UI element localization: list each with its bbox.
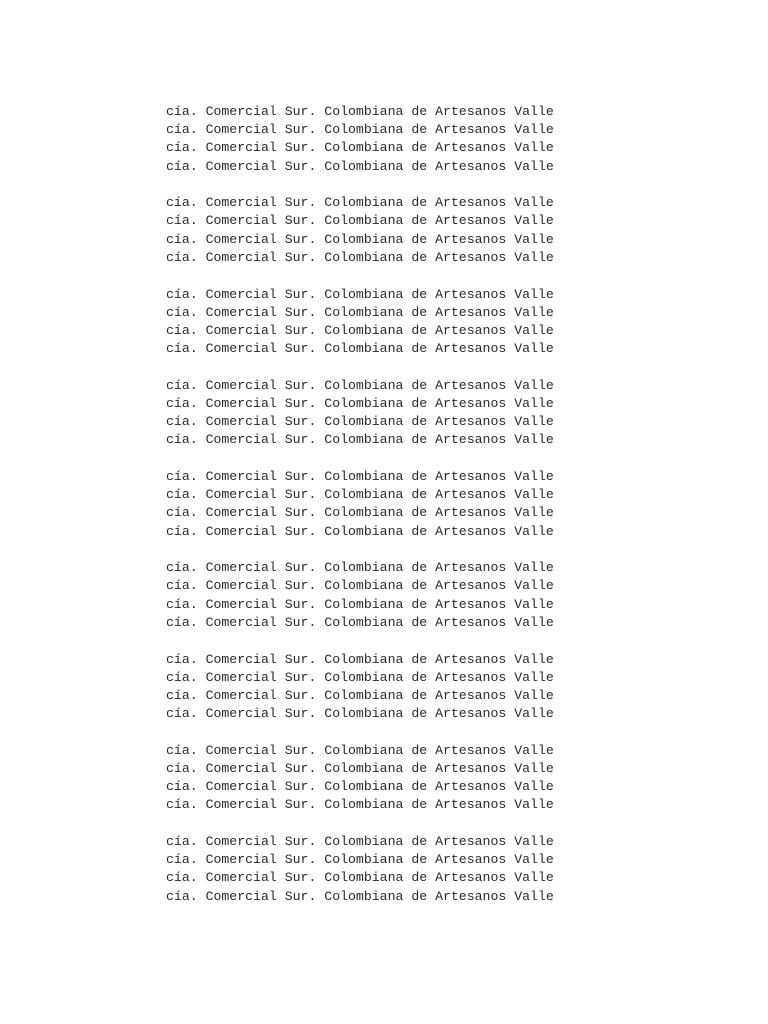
text-line: cía. Comercial Sur. Colombiana de Artesanos Valle	[166, 505, 554, 521]
stanza	[166, 286, 726, 359]
text-line: cía. Comercial Sur. Colombiana de Artesanos Valle	[166, 213, 554, 229]
text-line: cía. Comercial Sur. Colombiana de Artesanos Valle	[166, 742, 554, 758]
text-line: cía. Comercial Sur. Colombiana de Artesanos Valle	[166, 760, 554, 776]
text-line: cía. Comercial Sur. Colombiana de Artesanos Valle	[166, 614, 554, 630]
text-line: cía. Comercial Sur. Colombiana de Artesanos Valle	[166, 341, 554, 357]
text-line: cía. Comercial Sur. Colombiana de Artesanos Valle	[166, 469, 554, 484]
stanza	[166, 559, 726, 632]
text-line: cía. Comercial Sur. Colombiana de Artesanos Valle	[166, 888, 554, 904]
document-text	[166, 103, 726, 924]
stanza	[166, 377, 726, 450]
text-line: cía. Comercial Sur. Colombiana de Artesanos Valle	[166, 834, 554, 849]
text-line: cía. Comercial Sur. Colombiana de Artesanos Valle	[166, 414, 554, 430]
stanza	[166, 194, 726, 267]
text-line: cía. Comercial Sur. Colombiana de Artesanos Valle	[166, 870, 554, 886]
stanza	[166, 103, 726, 176]
stanza	[166, 468, 726, 541]
text-line: cía. Comercial Sur. Colombiana de Artesanos Valle	[166, 104, 554, 119]
text-line: cía. Comercial Sur. Colombiana de Artesanos Valle	[166, 322, 554, 338]
text-line: cía. Comercial Sur. Colombiana de Artesanos Valle	[166, 122, 554, 138]
text-line: cía. Comercial Sur. Colombiana de Artesanos Valle	[166, 706, 554, 722]
text-line: cía. Comercial Sur. Colombiana de Artesanos Valle	[166, 669, 554, 685]
text-line: cía. Comercial Sur. Colombiana de Artesanos Valle	[166, 797, 554, 813]
text-line: cía. Comercial Sur. Colombiana de Artesanos Valle	[166, 596, 554, 612]
text-line: cía. Comercial Sur. Colombiana de Artesanos Valle	[166, 523, 554, 539]
text-line: cía. Comercial Sur. Colombiana de Artesanos Valle	[166, 432, 554, 448]
text-line: cía. Comercial Sur. Colombiana de Artesanos Valle	[166, 395, 554, 411]
text-line: cía. Comercial Sur. Colombiana de Artesanos Valle	[166, 852, 554, 868]
text-line: cía. Comercial Sur. Colombiana de Artesanos Valle	[166, 487, 554, 503]
stanza	[166, 651, 726, 724]
text-line: cía. Comercial Sur. Colombiana de Artesanos Valle	[166, 286, 554, 302]
stanza	[166, 833, 726, 906]
text-line: cía. Comercial Sur. Colombiana de Artesanos Valle	[166, 158, 554, 174]
text-line: cía. Comercial Sur. Colombiana de Artesanos Valle	[166, 687, 554, 703]
text-line: cía. Comercial Sur. Colombiana de Artesanos Valle	[166, 140, 554, 156]
text-line: cía. Comercial Sur. Colombiana de Artesanos Valle	[166, 779, 554, 795]
text-line: cía. Comercial Sur. Colombiana de Artesanos Valle	[166, 377, 554, 393]
text-line: cía. Comercial Sur. Colombiana de Artesanos Valle	[166, 304, 554, 320]
stanza	[166, 742, 726, 815]
text-line: cía. Comercial Sur. Colombiana de Artesanos Valle	[166, 231, 554, 247]
text-line: cía. Comercial Sur. Colombiana de Artesanos Valle	[166, 195, 554, 211]
text-line: cía. Comercial Sur. Colombiana de Artesanos Valle	[166, 249, 554, 265]
text-line: cía. Comercial Sur. Colombiana de Artesanos Valle	[166, 578, 554, 594]
text-line: cía. Comercial Sur. Colombiana de Artesanos Valle	[166, 651, 554, 667]
text-line: cía. Comercial Sur. Colombiana de Artesanos Valle	[166, 560, 554, 576]
